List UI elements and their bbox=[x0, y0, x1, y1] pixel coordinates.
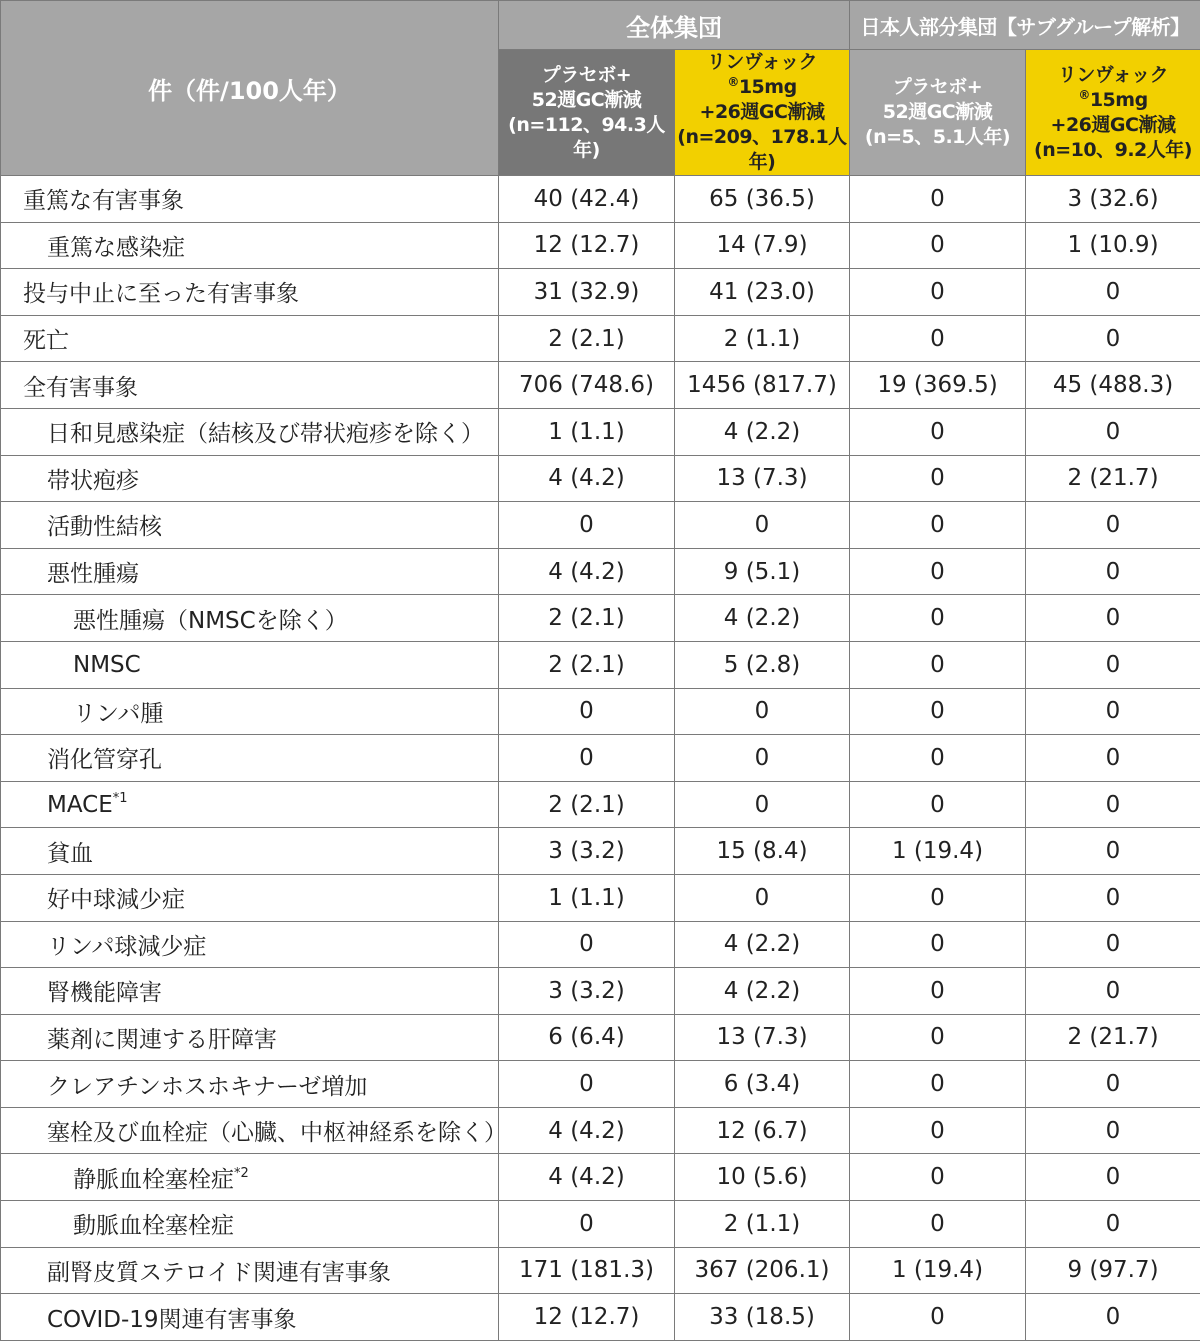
value-cell: 4 (2.2) bbox=[675, 968, 850, 1015]
value-cell: 0 bbox=[850, 921, 1026, 968]
value-cell: 0 bbox=[1026, 315, 1200, 362]
value-cell: 12 (12.7) bbox=[499, 1294, 675, 1341]
row-label bbox=[1, 968, 499, 1015]
row-label bbox=[1, 874, 499, 921]
value-cell: 15 (8.4) bbox=[675, 828, 850, 875]
value-cell: 0 bbox=[1026, 874, 1200, 921]
value-cell: 2 (2.1) bbox=[499, 315, 675, 362]
value-cell: 0 bbox=[675, 735, 850, 782]
value-cell: 14 (7.9) bbox=[675, 222, 850, 269]
row-label bbox=[1, 1294, 499, 1341]
row-label bbox=[1, 408, 499, 455]
col-header-placebo-overall bbox=[499, 50, 675, 176]
row-label-text: MACE bbox=[47, 792, 113, 818]
value-cell: 4 (2.2) bbox=[675, 408, 850, 455]
value-cell: 0 bbox=[499, 735, 675, 782]
row-label-text: 悪性腫瘍 bbox=[47, 561, 139, 587]
value-cell: 0 bbox=[1026, 1294, 1200, 1341]
value-cell: 0 bbox=[1026, 921, 1200, 968]
value-cell: 0 bbox=[1026, 595, 1200, 642]
row-label-text: 貧血 bbox=[47, 841, 93, 867]
value-cell: 2 (21.7) bbox=[1026, 455, 1200, 502]
col-header-line2: 52週GC漸減 bbox=[850, 100, 1025, 125]
row-label bbox=[1, 1154, 499, 1201]
value-cell: 13 (7.3) bbox=[675, 455, 850, 502]
table-row bbox=[1, 735, 1200, 782]
value-cell: 40 (42.4) bbox=[499, 176, 675, 223]
row-label bbox=[1, 1014, 499, 1061]
row-label bbox=[1, 1107, 499, 1154]
value-cell: 3 (3.2) bbox=[499, 828, 675, 875]
registered-mark: ® bbox=[727, 75, 739, 89]
table-row bbox=[1, 362, 1200, 409]
drug-name: リンヴォック bbox=[1058, 64, 1168, 86]
table-row bbox=[1, 921, 1200, 968]
value-cell: 0 bbox=[850, 1201, 1026, 1248]
value-cell: 31 (32.9) bbox=[499, 269, 675, 316]
value-cell: 0 bbox=[850, 502, 1026, 549]
row-label-text: 帯状疱疹 bbox=[47, 468, 139, 494]
value-cell: 9 (5.1) bbox=[675, 548, 850, 595]
value-cell: 0 bbox=[850, 874, 1026, 921]
value-cell: 0 bbox=[499, 1201, 675, 1248]
value-cell: 0 bbox=[850, 1294, 1026, 1341]
row-label-text: 死亡 bbox=[23, 328, 69, 354]
value-cell: 0 bbox=[850, 1107, 1026, 1154]
row-label-text: リンパ腫 bbox=[73, 701, 163, 727]
value-cell: 4 (4.2) bbox=[499, 455, 675, 502]
row-label bbox=[1, 548, 499, 595]
row-label-text: 重篤な有害事象 bbox=[23, 188, 184, 214]
col-header-placebo-japanese bbox=[850, 50, 1026, 176]
value-cell: 1 (1.1) bbox=[499, 874, 675, 921]
value-cell: 0 bbox=[675, 781, 850, 828]
value-cell: 0 bbox=[850, 641, 1026, 688]
value-cell: 1 (1.1) bbox=[499, 408, 675, 455]
col-header-line3: (n=5、5.1人年) bbox=[850, 125, 1025, 150]
table-row bbox=[1, 315, 1200, 362]
row-label-text: 日和見感染症（結核及び帯状疱疹を除く） bbox=[47, 421, 484, 447]
value-cell: 0 bbox=[850, 269, 1026, 316]
row-label-text: 動脈血栓塞栓症 bbox=[73, 1213, 234, 1239]
row-label bbox=[1, 502, 499, 549]
value-cell: 0 bbox=[850, 455, 1026, 502]
value-cell: 4 (4.2) bbox=[499, 1107, 675, 1154]
table-row bbox=[1, 781, 1200, 828]
col-header-line3: (n=112、94.3人年) bbox=[499, 113, 674, 163]
col-header-line1 bbox=[1026, 63, 1200, 113]
value-cell: 0 bbox=[850, 315, 1026, 362]
col-header-rinvoq-japanese bbox=[1026, 50, 1200, 176]
row-label bbox=[1, 828, 499, 875]
value-cell: 12 (6.7) bbox=[675, 1107, 850, 1154]
row-label-text: COVID-19関連有害事象 bbox=[47, 1307, 297, 1333]
value-cell: 0 bbox=[499, 502, 675, 549]
col-header-line1: プラセボ+ bbox=[850, 75, 1025, 100]
value-cell: 0 bbox=[675, 502, 850, 549]
row-label bbox=[1, 455, 499, 502]
value-cell: 1 (10.9) bbox=[1026, 222, 1200, 269]
col-header-line3: (n=209、178.1人年) bbox=[675, 125, 849, 175]
value-cell: 6 (6.4) bbox=[499, 1014, 675, 1061]
value-cell: 0 bbox=[850, 408, 1026, 455]
value-cell: 367 (206.1) bbox=[675, 1247, 850, 1294]
value-cell: 0 bbox=[850, 548, 1026, 595]
value-cell: 4 (4.2) bbox=[499, 1154, 675, 1201]
value-cell: 0 bbox=[850, 222, 1026, 269]
value-cell: 1 (19.4) bbox=[850, 828, 1026, 875]
table-row bbox=[1, 1247, 1200, 1294]
value-cell: 0 bbox=[1026, 735, 1200, 782]
drug-dose: 15mg bbox=[739, 76, 797, 98]
drug-dose: 15mg bbox=[1090, 89, 1148, 111]
value-cell: 0 bbox=[850, 1061, 1026, 1108]
table-row bbox=[1, 408, 1200, 455]
table-row bbox=[1, 1061, 1200, 1108]
table-row bbox=[1, 455, 1200, 502]
table-row bbox=[1, 641, 1200, 688]
row-label bbox=[1, 176, 499, 223]
value-cell: 0 bbox=[1026, 968, 1200, 1015]
value-cell: 19 (369.5) bbox=[850, 362, 1026, 409]
row-label bbox=[1, 1201, 499, 1248]
value-cell: 0 bbox=[1026, 548, 1200, 595]
value-cell: 2 (21.7) bbox=[1026, 1014, 1200, 1061]
row-label bbox=[1, 641, 499, 688]
value-cell: 0 bbox=[850, 1014, 1026, 1061]
value-cell: 0 bbox=[1026, 408, 1200, 455]
value-cell: 4 (4.2) bbox=[499, 548, 675, 595]
value-cell: 6 (3.4) bbox=[675, 1061, 850, 1108]
col-header-line2: +26週GC漸減 bbox=[1026, 113, 1200, 138]
table-row bbox=[1, 548, 1200, 595]
value-cell: 0 bbox=[1026, 781, 1200, 828]
row-label-text: 活動性結核 bbox=[47, 514, 162, 540]
value-cell: 0 bbox=[850, 735, 1026, 782]
table-row bbox=[1, 1201, 1200, 1248]
drug-name: リンヴォック bbox=[707, 51, 817, 73]
value-cell: 0 bbox=[675, 874, 850, 921]
row-label-text: 塞栓及び血栓症（心臓、中枢神経系を除く） bbox=[47, 1120, 507, 1146]
row-label bbox=[1, 315, 499, 362]
corner-header: 件（件/100人年） bbox=[1, 1, 499, 176]
value-cell: 10 (5.6) bbox=[675, 1154, 850, 1201]
registered-mark: ® bbox=[1078, 88, 1090, 102]
value-cell: 4 (2.2) bbox=[675, 921, 850, 968]
value-cell: 1 (19.4) bbox=[850, 1247, 1026, 1294]
row-label-text: 静脈血栓塞栓症 bbox=[73, 1167, 234, 1193]
value-cell: 12 (12.7) bbox=[499, 222, 675, 269]
value-cell: 706 (748.6) bbox=[499, 362, 675, 409]
col-header-line1 bbox=[675, 50, 849, 100]
value-cell: 65 (36.5) bbox=[675, 176, 850, 223]
row-label bbox=[1, 735, 499, 782]
col-header-line1: プラセボ+ bbox=[499, 63, 674, 88]
col-header-line2: 52週GC漸減 bbox=[499, 88, 674, 113]
row-label-text: 悪性腫瘍（NMSCを除く） bbox=[73, 608, 348, 634]
table-row bbox=[1, 502, 1200, 549]
row-label-text: 消化管穿孔 bbox=[47, 747, 162, 773]
row-label-text: 好中球減少症 bbox=[47, 887, 185, 913]
row-label-text: 重篤な感染症 bbox=[47, 235, 185, 261]
row-label bbox=[1, 269, 499, 316]
value-cell: 0 bbox=[1026, 641, 1200, 688]
value-cell: 0 bbox=[850, 688, 1026, 735]
value-cell: 5 (2.8) bbox=[675, 641, 850, 688]
value-cell: 2 (2.1) bbox=[499, 781, 675, 828]
value-cell: 2 (2.1) bbox=[499, 641, 675, 688]
row-label bbox=[1, 921, 499, 968]
row-label-text: 副腎皮質ステロイド関連有害事象 bbox=[47, 1260, 391, 1286]
table-body bbox=[1, 176, 1200, 1341]
row-label-text: NMSC bbox=[73, 652, 141, 678]
value-cell: 171 (181.3) bbox=[499, 1247, 675, 1294]
table-row bbox=[1, 688, 1200, 735]
value-cell: 41 (23.0) bbox=[675, 269, 850, 316]
group-header-overall: 全体集団 bbox=[499, 1, 850, 50]
table-row bbox=[1, 968, 1200, 1015]
row-label-text: 薬剤に関連する肝障害 bbox=[47, 1027, 277, 1053]
value-cell: 9 (97.7) bbox=[1026, 1247, 1200, 1294]
value-cell: 33 (18.5) bbox=[675, 1294, 850, 1341]
value-cell: 0 bbox=[499, 921, 675, 968]
group-header-japanese: 日本人部分集団【サブグループ解析】 bbox=[850, 1, 1200, 50]
value-cell: 45 (488.3) bbox=[1026, 362, 1200, 409]
row-label-text: 腎機能障害 bbox=[47, 980, 162, 1006]
row-label-text: クレアチンホスホキナーゼ増加 bbox=[47, 1074, 367, 1100]
col-header-line2: +26週GC漸減 bbox=[675, 100, 849, 125]
col-header-rinvoq-overall bbox=[675, 50, 850, 176]
row-label bbox=[1, 1247, 499, 1294]
table-row bbox=[1, 1154, 1200, 1201]
row-label bbox=[1, 222, 499, 269]
table-row bbox=[1, 874, 1200, 921]
row-label-text: 投与中止に至った有害事象 bbox=[23, 281, 299, 307]
value-cell: 2 (2.1) bbox=[499, 595, 675, 642]
value-cell: 0 bbox=[850, 781, 1026, 828]
value-cell: 4 (2.2) bbox=[675, 595, 850, 642]
value-cell: 0 bbox=[850, 968, 1026, 1015]
row-label bbox=[1, 688, 499, 735]
value-cell: 0 bbox=[1026, 1107, 1200, 1154]
value-cell: 0 bbox=[499, 1061, 675, 1108]
value-cell: 3 (3.2) bbox=[499, 968, 675, 1015]
value-cell: 2 (1.1) bbox=[675, 315, 850, 362]
table-row bbox=[1, 1294, 1200, 1341]
col-header-line3: (n=10、9.2人年) bbox=[1026, 138, 1200, 163]
table-row bbox=[1, 222, 1200, 269]
value-cell: 0 bbox=[1026, 502, 1200, 549]
row-label bbox=[1, 781, 499, 828]
table-row bbox=[1, 1014, 1200, 1061]
value-cell: 0 bbox=[499, 688, 675, 735]
value-cell: 0 bbox=[1026, 269, 1200, 316]
value-cell: 0 bbox=[675, 688, 850, 735]
value-cell: 13 (7.3) bbox=[675, 1014, 850, 1061]
value-cell: 0 bbox=[1026, 688, 1200, 735]
table-row bbox=[1, 176, 1200, 223]
row-label bbox=[1, 362, 499, 409]
row-label bbox=[1, 1061, 499, 1108]
table-row bbox=[1, 595, 1200, 642]
footnote-marker: *2 bbox=[234, 1166, 249, 1181]
value-cell: 0 bbox=[850, 176, 1026, 223]
value-cell: 2 (1.1) bbox=[675, 1201, 850, 1248]
table-row bbox=[1, 828, 1200, 875]
row-label-text: 全有害事象 bbox=[23, 375, 138, 401]
footnote-marker: *1 bbox=[113, 791, 128, 806]
table-row bbox=[1, 1107, 1200, 1154]
value-cell: 0 bbox=[850, 1154, 1026, 1201]
value-cell: 0 bbox=[1026, 828, 1200, 875]
value-cell: 0 bbox=[1026, 1154, 1200, 1201]
value-cell: 0 bbox=[1026, 1061, 1200, 1108]
row-label bbox=[1, 595, 499, 642]
value-cell: 1456 (817.7) bbox=[675, 362, 850, 409]
value-cell: 3 (32.6) bbox=[1026, 176, 1200, 223]
value-cell: 0 bbox=[850, 595, 1026, 642]
row-label-text: リンパ球減少症 bbox=[47, 934, 206, 960]
table-row bbox=[1, 269, 1200, 316]
value-cell: 0 bbox=[1026, 1201, 1200, 1248]
